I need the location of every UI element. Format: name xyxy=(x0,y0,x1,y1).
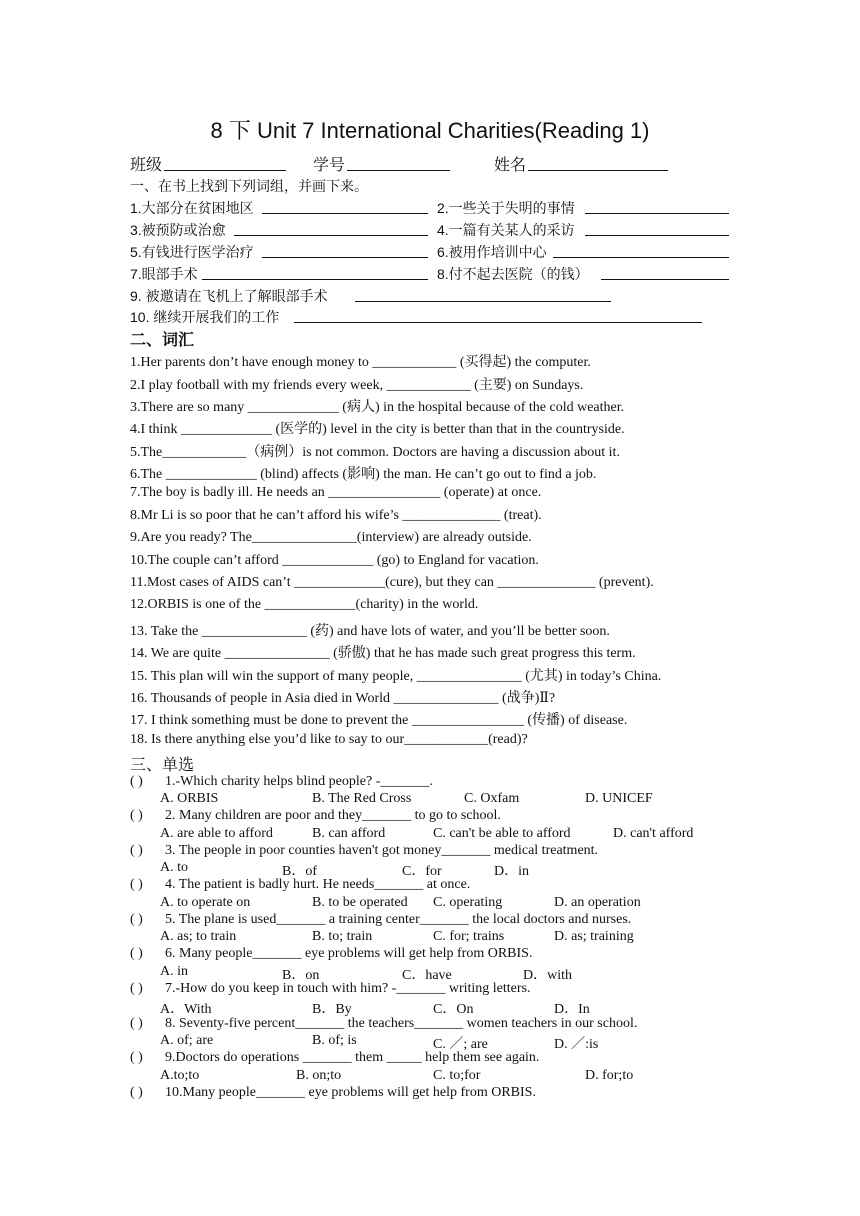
phrase-item-1: 1.大部分在贫困地区 xyxy=(130,200,254,216)
phrase-blank-4[interactable] xyxy=(585,235,729,236)
vocab-item-9: 9.Are you ready? The_______________(interview) are already outside. xyxy=(130,530,532,545)
vocab-item-6: 6.The _____________ (blind) affects (影响) the man. He can’t go out to find a job. xyxy=(130,467,597,482)
vocab-item-3: 3.There are so many _____________ (病人) in the hospital because of the cold weather. xyxy=(130,400,625,415)
vocab-item-17: 17. I think something must be done to prevent the ________________ (传播) of disease. xyxy=(130,713,628,728)
option-1b[interactable]: B. The Red Cross xyxy=(312,791,412,806)
phrase-item-4: 4.一篇有关某人的采访 xyxy=(437,222,575,238)
option-4a[interactable]: A. to operate on xyxy=(160,895,251,910)
answer-paren-4[interactable]: ( ) xyxy=(130,877,143,892)
option-4c[interactable]: C. operating xyxy=(433,895,503,910)
phrase-item-6: 6.被用作培训中心 xyxy=(437,244,547,260)
option-6b[interactable]: B．on xyxy=(282,968,320,983)
phrase-item-5: 5.有钱进行医学治疗 xyxy=(130,244,254,260)
option-8c[interactable]: C. ／; are xyxy=(433,1037,488,1052)
phrase-item-10: 10. 继续开展我们的工作 xyxy=(130,309,280,325)
phrase-item-3: 3.被预防或治愈 xyxy=(130,222,226,238)
question-stem-5: 5. The plane is used_______ a training center_______ the local doctors and nurses. xyxy=(165,912,632,927)
question-stem-8: 8. Seventy-five percent_______ the teachers_______ women teachers in our school. xyxy=(165,1016,638,1031)
phrase-item-9: 9. 被邀请在飞机上了解眼部手术 xyxy=(130,288,328,304)
answer-paren-6[interactable]: ( ) xyxy=(130,946,143,961)
option-6d[interactable]: D．with xyxy=(523,968,572,983)
question-stem-9: 9.Doctors do operations _______ them _____ help them see again. xyxy=(165,1050,540,1065)
phrase-blank-6[interactable] xyxy=(553,257,729,258)
answer-paren-2[interactable]: ( ) xyxy=(130,808,143,823)
option-5c[interactable]: C. for; trains xyxy=(433,929,505,944)
vocab-item-14: 14. We are quite _______________ (骄傲) that he has made such great progress this term. xyxy=(130,646,636,661)
option-6c[interactable]: C．have xyxy=(402,968,452,983)
vocab-item-10: 10.The couple can’t afford _____________ (go) to England for vacation. xyxy=(130,553,539,568)
answer-paren-10[interactable]: ( ) xyxy=(130,1085,143,1100)
class-label: 班级 xyxy=(130,157,163,174)
option-4d[interactable]: D. an operation xyxy=(554,895,641,910)
student-id-blank[interactable] xyxy=(347,170,450,171)
phrase-blank-1[interactable] xyxy=(262,213,428,214)
option-3d[interactable]: D．in xyxy=(494,864,529,879)
name-label: 姓名 xyxy=(494,157,527,174)
option-7d[interactable]: D．In xyxy=(554,1002,590,1017)
phrase-blank-9[interactable] xyxy=(355,301,611,302)
phrase-blank-2[interactable] xyxy=(585,213,729,214)
vocab-item-18: 18. Is there anything else you’d like to say to our____________(read)? xyxy=(130,732,528,747)
option-8d[interactable]: D. ／:is xyxy=(554,1037,599,1052)
class-blank[interactable] xyxy=(164,170,286,171)
option-3b[interactable]: B．of xyxy=(282,864,317,879)
name-blank[interactable] xyxy=(528,170,668,171)
option-1d[interactable]: D. UNICEF xyxy=(585,791,653,806)
vocab-item-15: 15. This plan will win the support of many people, _______________ (尤其) in today’s China. xyxy=(130,669,662,684)
option-2c[interactable]: C. can't be able to afford xyxy=(433,826,571,841)
question-stem-1: 1.-Which charity helps blind people? -_______. xyxy=(165,774,433,789)
vocab-item-13: 13. Take the _______________ (药) and have lots of water, and you’ll be better soon. xyxy=(130,624,610,639)
option-9b[interactable]: B. on;to xyxy=(296,1068,342,1083)
section1-heading: 一、在书上找到下列词组，并画下来。 xyxy=(130,178,368,194)
answer-paren-5[interactable]: ( ) xyxy=(130,912,143,927)
answer-paren-1[interactable]: ( ) xyxy=(130,774,143,789)
question-stem-6: 6. Many people_______ eye problems will get help from ORBIS. xyxy=(165,946,533,961)
option-3a[interactable]: A. to xyxy=(160,860,188,875)
section3-heading: 三、单选 xyxy=(130,757,195,774)
vocab-item-5: 5.The____________（病例）is not common. Doctors are having a discussion about it. xyxy=(130,445,620,460)
option-2b[interactable]: B. can afford xyxy=(312,826,386,841)
option-2a[interactable]: A. are able to afford xyxy=(160,826,273,841)
vocab-item-8: 8.Mr Li is so poor that he can’t afford his wife’s ______________ (treat). xyxy=(130,508,542,523)
phrase-item-8: 8.付不起去医院（的钱） xyxy=(437,266,589,282)
vocab-item-16: 16. Thousands of people in Asia died in World _______________ (战争)Ⅱ? xyxy=(130,691,556,706)
phrase-item-2: 2.一些关于失明的事情 xyxy=(437,200,575,216)
option-5d[interactable]: D. as; training xyxy=(554,929,634,944)
phrase-item-7: 7.眼部手术 xyxy=(130,266,198,282)
student-id-label: 学号 xyxy=(313,157,346,174)
question-stem-4: 4. The patient is badly hurt. He needs_______ at once. xyxy=(165,877,471,892)
vocab-item-1: 1.Her parents don’t have enough money to ____________ (买得起) the computer. xyxy=(130,355,591,370)
vocab-item-2: 2.I play football with my friends every week, ____________ (主要) on Sundays. xyxy=(130,378,584,393)
question-stem-10: 10.Many people_______ eye problems will get help from ORBIS. xyxy=(165,1085,536,1100)
page-title: 8 下 Unit 7 International Charities(Reading 1) xyxy=(210,118,650,143)
vocab-item-4: 4.I think _____________ (医学的) level in the city is better than that in the countryside. xyxy=(130,422,625,437)
option-8a[interactable]: A. of; are xyxy=(160,1033,214,1048)
option-7b[interactable]: B．By xyxy=(312,1002,352,1017)
vocab-item-12: 12.ORBIS is one of the _____________(charity) in the world. xyxy=(130,597,479,612)
option-4b[interactable]: B. to be operated xyxy=(312,895,408,910)
question-stem-3: 3. The people in poor counties haven't got money_______ medical treatment. xyxy=(165,843,599,858)
option-9d[interactable]: D. for;to xyxy=(585,1068,634,1083)
question-stem-7: 7.-How do you keep in touch with him? -_______ writing letters. xyxy=(165,981,531,996)
phrase-blank-5[interactable] xyxy=(262,257,428,258)
phrase-blank-3[interactable] xyxy=(234,235,428,236)
option-7a[interactable]: A．With xyxy=(160,1002,212,1017)
answer-paren-9[interactable]: ( ) xyxy=(130,1050,143,1065)
option-1a[interactable]: A. ORBIS xyxy=(160,791,219,806)
option-2d[interactable]: D. can't afford xyxy=(613,826,694,841)
vocab-item-7: 7.The boy is badly ill. He needs an ________________ (operate) at once. xyxy=(130,485,542,500)
option-7c[interactable]: C．On xyxy=(433,1002,474,1017)
option-5a[interactable]: A. as; to train xyxy=(160,929,237,944)
section2-heading: 二、词汇 xyxy=(130,332,195,349)
phrase-blank-8[interactable] xyxy=(601,279,729,280)
option-5b[interactable]: B. to; train xyxy=(312,929,373,944)
answer-paren-7[interactable]: ( ) xyxy=(130,981,143,996)
question-stem-2: 2. Many children are poor and they_______ to go to school. xyxy=(165,808,501,823)
phrase-blank-10[interactable] xyxy=(294,322,702,323)
option-1c[interactable]: C. Oxfam xyxy=(464,791,520,806)
option-6a[interactable]: A. in xyxy=(160,964,188,979)
phrase-blank-7[interactable] xyxy=(202,279,428,280)
option-8b[interactable]: B. of; is xyxy=(312,1033,357,1048)
answer-paren-3[interactable]: ( ) xyxy=(130,843,143,858)
answer-paren-8[interactable]: ( ) xyxy=(130,1016,143,1031)
vocab-item-11: 11.Most cases of AIDS can’t _____________(cure), but they can ______________ (prevent). xyxy=(130,575,654,590)
option-3c[interactable]: C．for xyxy=(402,864,442,879)
option-9c[interactable]: C. to;for xyxy=(433,1068,481,1083)
option-9a[interactable]: A.to;to xyxy=(160,1068,200,1083)
